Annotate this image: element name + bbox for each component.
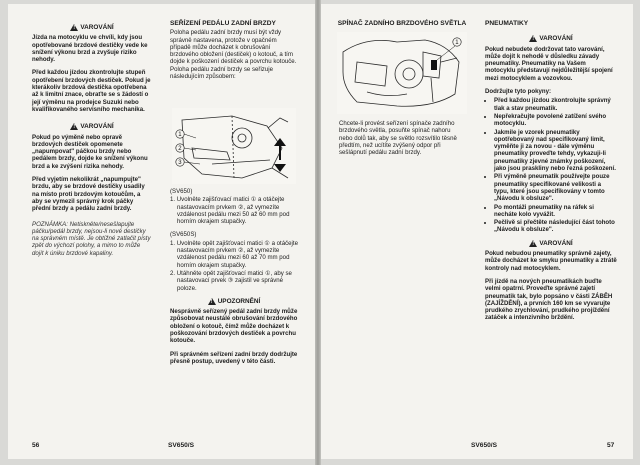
sv650-label: (SV650) xyxy=(170,188,193,195)
tyres-warning-1 xyxy=(485,35,617,42)
brake-light-text: Chcete-li provést seřízení spínače zadního brzdového světla, posuňte spínač nahoru nebo dolů tak, aby se světlo rozsvítilo těsně předtím, než ucítíte zvýšený odpor při sešlápnutí pedálu zadní brzdy. xyxy=(339,120,457,157)
tyres-heading: PNEUMATIKY xyxy=(485,20,529,27)
figure-label-2: 2 xyxy=(178,146,182,152)
tip-item: • Před každou jízdou zkontrolujte správný tlak a stav pneumatik. xyxy=(494,97,617,112)
caution-triangle-icon xyxy=(208,298,216,305)
tyres-warning-1-text: Pokud nebudete dodržovat tato varování, může dojít k nehodě v důsledku závady pneumatiky. Pneumatiky na Vašem motocyklu představují nejdůležitější spojení mezi motocyklem a vozovkou. xyxy=(485,45,613,82)
left-col-2 xyxy=(170,20,298,86)
warning-triangle-icon xyxy=(70,123,78,130)
right-col-2 xyxy=(485,20,617,328)
left-col-1 xyxy=(32,24,152,263)
caution-notice xyxy=(170,298,298,305)
section-heading: SEŘÍZENÍ PEDÁLU ZADNÍ BRZDY xyxy=(170,20,276,27)
adjustment-steps xyxy=(170,188,298,371)
brake-pedal-figure xyxy=(172,108,296,184)
right-page xyxy=(321,4,633,459)
tips-title: Dodržujte tyto pokyny: xyxy=(485,88,552,96)
tip-item: • Nepřekračujte povolené zatížení svého motocyklu. xyxy=(494,113,617,128)
brake-light-switch-drawing xyxy=(337,32,467,114)
sv650-step-1: 1. Uvolněte zajišťovací matici ① a otáčejte nastavovacím prvkem ②, až vymezíte vzdálenost pedálu mezi 50 až 60 mm pod horním okrajem stupačky. xyxy=(170,196,290,226)
tip-item: • Po montáži pneumatiky na ráfek si necháte kolo vyvážit. xyxy=(494,204,617,219)
warning-title: VAROVÁNÍ xyxy=(539,35,573,43)
warning-title: VAROVÁNÍ xyxy=(80,24,114,31)
sv650s-step-2: 2. Utáhněte opět zajišťovací matici ①, aby se nastavovací prvek ③ zajistil ve správné poloze. xyxy=(170,269,292,292)
brake-light-heading: SPÍNAČ ZADNÍHO BRZDOVÉHO SVĚTLA xyxy=(337,20,467,27)
warning-triangle-icon xyxy=(529,35,537,42)
warning-2 xyxy=(32,123,152,130)
left-page xyxy=(8,4,315,459)
warning-triangle-icon xyxy=(70,24,78,31)
tyres-warning-2 xyxy=(485,240,617,247)
brake-pedal-drawing xyxy=(172,108,296,184)
note-text: POZNÁMKA: Netiskněte/nesešlapujte páčku/pedál brzdy, nejsou-li nové destičky na správném místě. Je obtížné zatlačit písty zpět do výchozí polohy, a mimo to může dojít k úniku brzdové kapaliny. xyxy=(32,220,151,257)
warning-title: VAROVÁNÍ xyxy=(80,123,114,131)
figure-label-3: 3 xyxy=(178,160,182,166)
warning-triangle-icon xyxy=(529,240,537,247)
tips-list xyxy=(485,97,617,233)
tip-item: • Jakmile je vzorek pneumatiky opotřebovaný nad specifikovaný limit, vyměňte ji za novou - dále výměnu pneumatiky proveďte tehdy, vykazuji-li pneumatiky zjevné známky poškození, jako jsou praskliny nebo řezná poškození. xyxy=(494,129,617,173)
page-number-left: 56 xyxy=(32,442,40,449)
tyres-warning-2-text-2: Při jízdě na nových pneumatikách buďte velmi opatrní. Proveďte správné zajetí pneumatik tak, bylo popsáno v části ZÁBĚH (ZAJÍŽDĚNÍ), a prvních 160 km se vyvarujte prudkého zrychlování, prudkého projíždění zatáček a intenzivního brždění. xyxy=(485,277,613,322)
caution-title: UPOZORNĚNÍ xyxy=(217,297,261,305)
sv650s-step-1: 1. Uvolněte opět zajišťovací matici ① a otáčejte nastavovacím prvkem ②, až vymezíte vzdálenost pedálu mezi 60 až 70 mm pod horním okrajem stupačky. xyxy=(170,239,298,269)
figure-label-1: 1 xyxy=(178,132,182,138)
caution-text-2: Při správném seřízení zadní brzdy dodržujte přesně postup, uvedený v této části. xyxy=(170,350,298,365)
sv650s-label: (SV650S) xyxy=(170,231,197,239)
brake-light-switch-figure xyxy=(337,32,467,114)
footer-model-left: SV650/S xyxy=(168,442,195,449)
warning-1-text-2: Před každou jízdou zkontrolujte stupeň opotřebení brzdových destiček. Pokud je kterákoliv brzdová destička opotřebena až k limitní znace, obraťte se s žádostí o její výměnu na prodejce Suzuki nebo kvalifikovaného servisního mechanika. xyxy=(32,69,151,113)
right-col-1 xyxy=(339,120,465,162)
page-number-right: 57 xyxy=(607,442,615,449)
intro-text: Poloha pedálu zadní brzdy musí být vždy správně nastavena, protože v opačném případě může docházet k obrušování brzdového obložení (destiček) o kotouč, a tím dojde k poškození destiček a povrchu kotouče. Poloha pedálu zadní brzdy se seřizuje následujícím způsobem: xyxy=(170,29,297,81)
warning-1-text-1: Jízda na motocyklu ve chvíli, kdy jsou opotřebované brzdové destičky vede ke snížení výkonu brzd a zvyšuje riziko nehody. xyxy=(32,34,148,64)
tyres-warning-2-text-1: Pokud nebudou pneumatiky správně zajety, může docházet ke smyku pneumatiky a ztrátě kontroly nad motocyklem. xyxy=(485,250,617,272)
tip-item: • Při výměně pneumatik používejte pouze pneumatiky specifikované velikosti a typu, které jsou specifikovány v tomto „Návodu k obsluze". xyxy=(494,173,617,202)
tip-item: • Pečlivě si přečtěte následující část tohoto „Návodu k obsluze". xyxy=(494,219,617,234)
caution-text-1: Nesprávně seřízený pedál zadní brzdy může způsobovat neustálé obrušování brzdového obložení o kotouč, čímž může docházet k poškozování brzdových destiček a povrchu kotouče. xyxy=(170,308,298,345)
figure-label-1: 1 xyxy=(455,40,459,46)
warning-1 xyxy=(32,24,152,31)
footer-model-right: SV650/S xyxy=(471,442,498,449)
right-col-1-heading xyxy=(337,20,467,29)
warning-2-text-1: Pokud po výměně nebo opravě brzdových destiček opomenete „napumpovat" páčkou brzdy nebo pedálem brzdy, dojde ke snížení výkonu brzd a ke zvýšení rizika nehody. xyxy=(32,133,148,170)
warning-title: VAROVÁNÍ xyxy=(539,239,573,247)
warning-2-text-2: Před vyjetím nekolikrát „napumpujte" brzdu, aby se brzdové destičky usadily na místo proti brzdovým kotoučům, a aby se vymezil správný krok páčky přední brzdy a pedálu zadní brzdy. xyxy=(32,176,145,213)
